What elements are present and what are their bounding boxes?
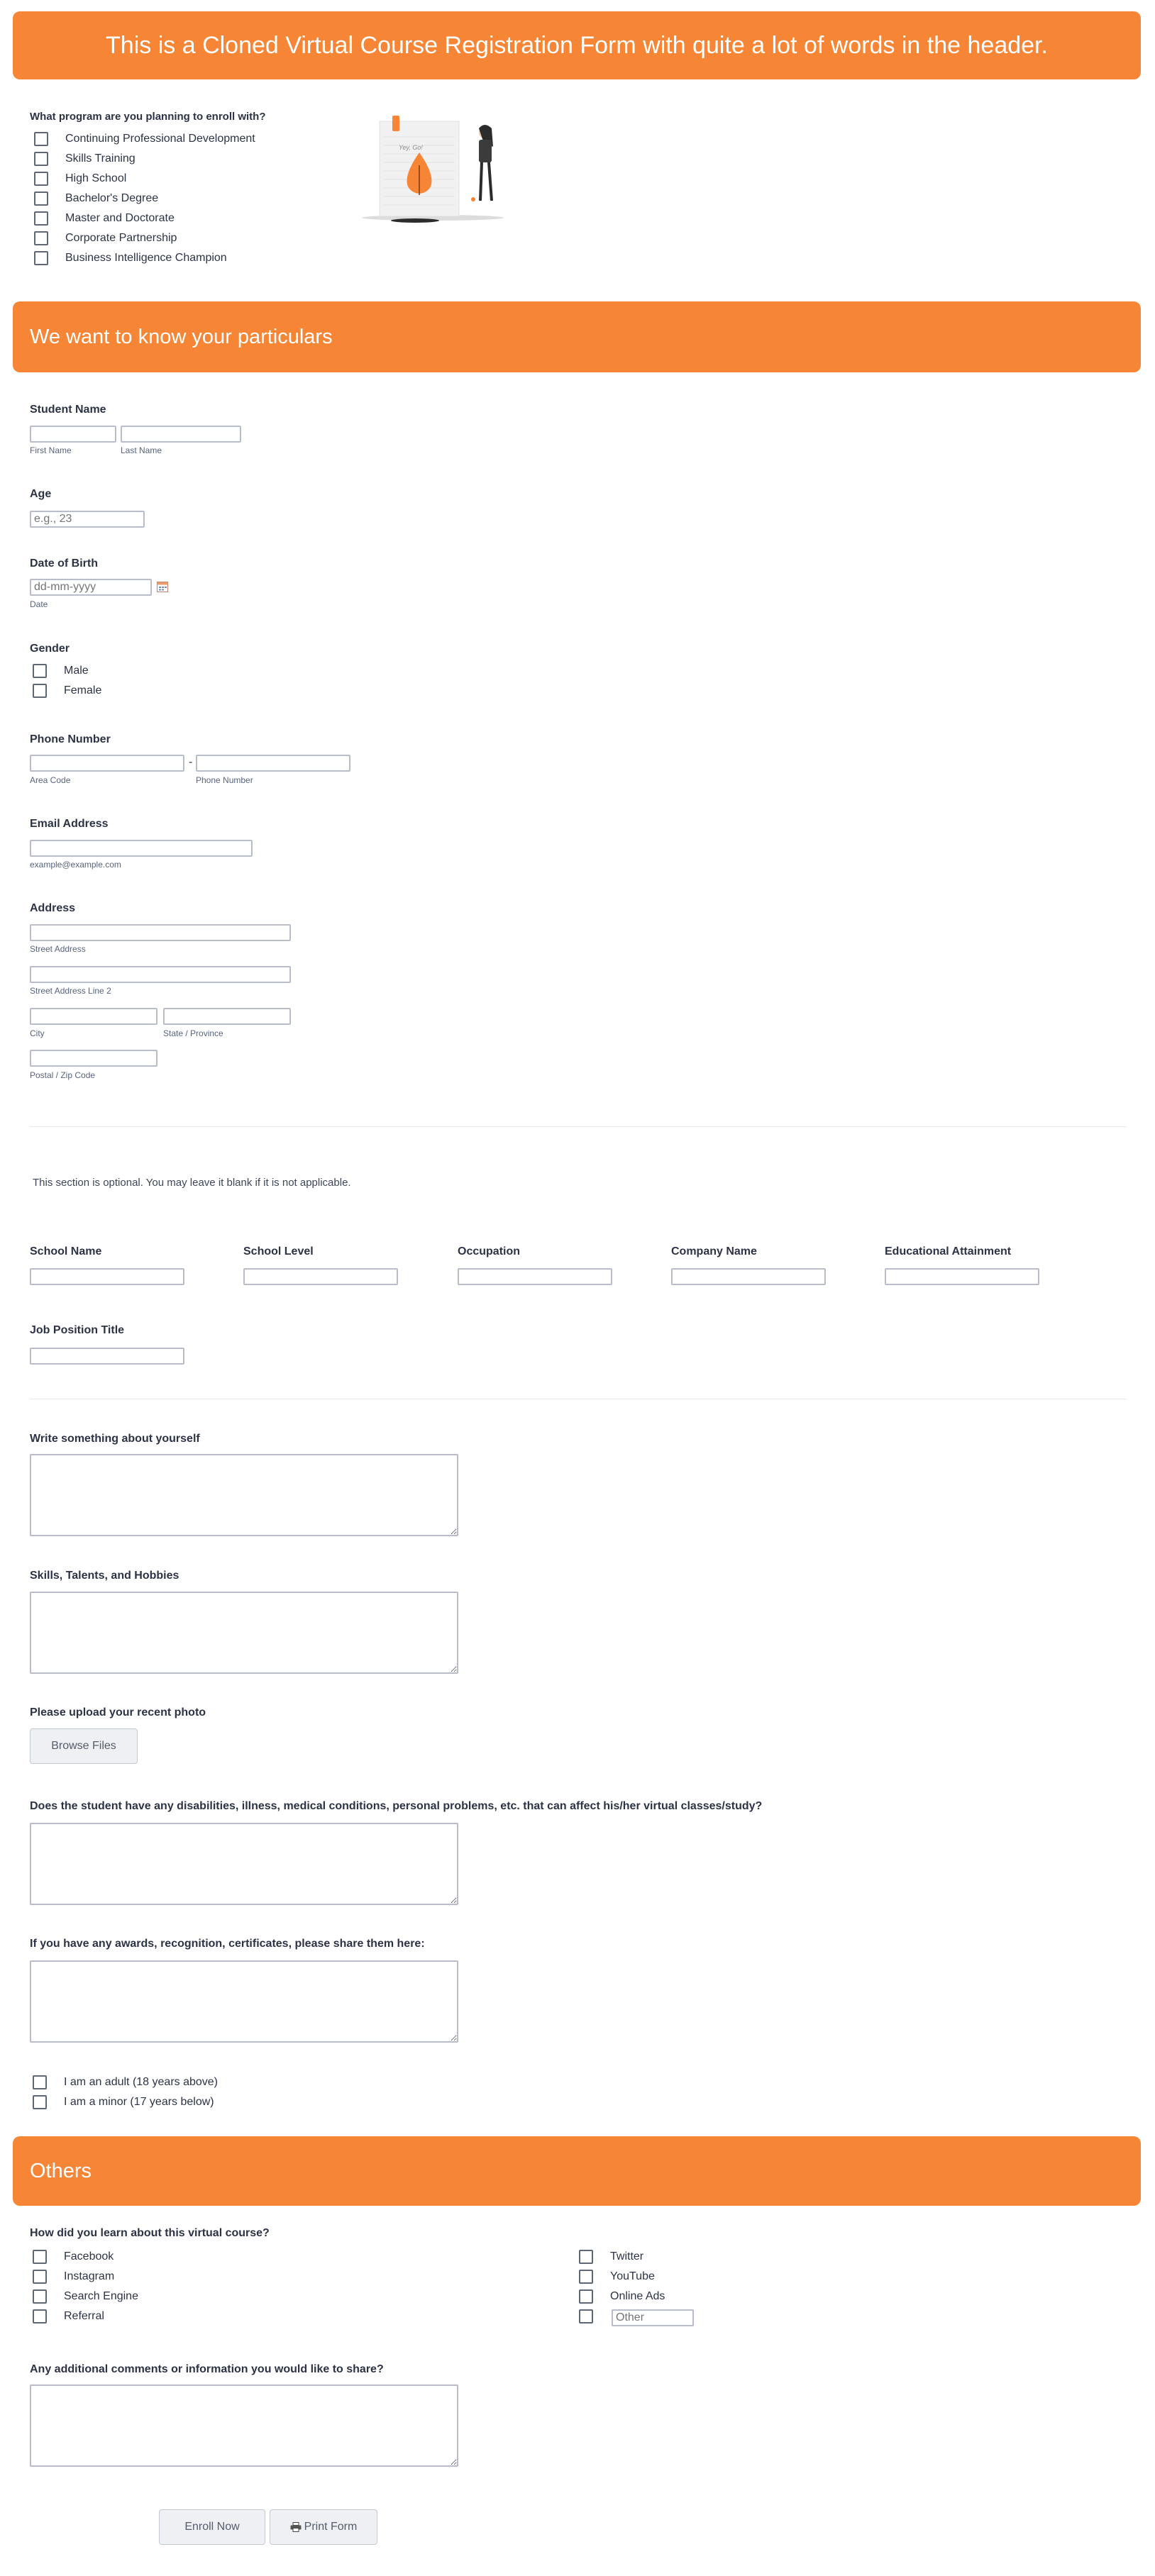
comments-label: Any additional comments or information you would like to share?: [30, 2363, 384, 2375]
dob-input[interactable]: [30, 579, 152, 596]
school-level-label: School Level: [243, 1245, 314, 1258]
calendar-icon[interactable]: [156, 580, 169, 593]
postal-code-sublabel: Postal / Zip Code: [30, 1070, 96, 1080]
checkbox[interactable]: [579, 2309, 593, 2324]
form-header-banner: [13, 11, 1141, 79]
email-sublabel: example@example.com: [30, 860, 121, 870]
age-label: Age: [30, 488, 52, 500]
source-option-other[interactable]: [579, 2309, 610, 2324]
source-option-referral[interactable]: Referral: [33, 2309, 104, 2324]
company-name-label: Company Name: [671, 1245, 757, 1258]
address-label: Address: [30, 902, 76, 914]
checkbox[interactable]: [34, 172, 48, 186]
particulars-title: We want to know your particulars: [30, 326, 333, 348]
gender-option-male[interactable]: Male: [33, 664, 89, 678]
job-title-label: Job Position Title: [30, 1324, 125, 1336]
checkbox[interactable]: [34, 132, 48, 146]
browse-files-button[interactable]: Browse Files: [30, 1728, 138, 1764]
disabilities-textarea[interactable]: [30, 1823, 458, 1905]
enrollment-illustration: [358, 116, 511, 228]
email-input[interactable]: [30, 840, 253, 857]
source-option-twitter[interactable]: Twitter: [579, 2250, 643, 2264]
postal-code-input[interactable]: [30, 1050, 158, 1067]
street-address-2-sublabel: Street Address Line 2: [30, 986, 111, 996]
checkbox[interactable]: [34, 152, 48, 166]
checkbox[interactable]: [33, 684, 47, 698]
checkbox[interactable]: [579, 2250, 593, 2264]
checkbox[interactable]: [579, 2289, 593, 2304]
occupation-input[interactable]: [458, 1268, 612, 1285]
dob-sublabel: Date: [30, 599, 48, 609]
divider: [30, 1126, 1127, 1127]
student-name-label: Student Name: [30, 404, 106, 416]
job-title-input[interactable]: [30, 1348, 184, 1365]
others-banner: [13, 2136, 1141, 2206]
checkbox[interactable]: [33, 2270, 47, 2284]
last-name-sublabel: Last Name: [121, 445, 162, 455]
phone-number-sublabel: Phone Number: [196, 775, 253, 785]
area-code-sublabel: Area Code: [30, 775, 71, 785]
checkbox[interactable]: [33, 2289, 47, 2304]
street-address-input[interactable]: [30, 924, 291, 941]
age-option-minor[interactable]: I am a minor (17 years below): [33, 2095, 214, 2109]
occupation-label: Occupation: [458, 1245, 521, 1258]
illustration-caption: Yey, Go!: [399, 144, 423, 151]
program-option-highschool[interactable]: High School: [13, 172, 126, 186]
email-label: Email Address: [30, 818, 109, 830]
enroll-now-button[interactable]: Enroll Now: [159, 2509, 265, 2545]
gender-option-female[interactable]: Female: [33, 684, 101, 698]
program-option-master[interactable]: Master and Doctorate: [13, 211, 175, 226]
street-address-sublabel: Street Address: [30, 944, 86, 954]
company-name-input[interactable]: [671, 1268, 826, 1285]
about-yourself-label: Write something about yourself: [30, 1433, 200, 1445]
comments-textarea[interactable]: [30, 2385, 458, 2467]
how-learned-label: How did you learn about this virtual course?: [30, 2227, 270, 2239]
last-name-input[interactable]: [121, 426, 241, 443]
city-input[interactable]: [30, 1008, 158, 1025]
city-sublabel: City: [30, 1028, 45, 1038]
school-name-input[interactable]: [30, 1268, 184, 1285]
checkbox[interactable]: [33, 2095, 47, 2109]
disabilities-label: Does the student have any disabilities, illness, medical conditions, personal problems, etc. that can affect his/her virtual classes/study?: [30, 1800, 763, 1812]
about-yourself-textarea[interactable]: [30, 1454, 458, 1536]
program-question: What program are you planning to enroll with?: [30, 111, 266, 123]
age-input[interactable]: [30, 511, 145, 528]
state-sublabel: State / Province: [163, 1028, 223, 1038]
skills-textarea[interactable]: [30, 1592, 458, 1674]
school-level-input[interactable]: [243, 1268, 398, 1285]
checkbox[interactable]: [34, 191, 48, 206]
awards-textarea[interactable]: [30, 1960, 458, 2043]
checkbox[interactable]: [579, 2270, 593, 2284]
first-name-input[interactable]: [30, 426, 116, 443]
first-name-sublabel: First Name: [30, 445, 72, 455]
phone-label: Phone Number: [30, 733, 111, 745]
checkbox[interactable]: [34, 211, 48, 226]
source-option-instagram[interactable]: Instagram: [33, 2270, 114, 2284]
educational-attainment-label: Educational Attainment: [885, 1245, 1012, 1258]
state-input[interactable]: [163, 1008, 291, 1025]
others-title: Others: [30, 2160, 92, 2182]
dob-label: Date of Birth: [30, 557, 98, 570]
school-name-label: School Name: [30, 1245, 102, 1258]
program-option-bi[interactable]: Business Intelligence Champion: [13, 251, 227, 265]
other-source-input[interactable]: [612, 2309, 694, 2326]
educational-attainment-input[interactable]: [885, 1268, 1039, 1285]
checkbox[interactable]: [34, 231, 48, 245]
checkbox[interactable]: [34, 251, 48, 265]
program-option-corporate[interactable]: Corporate Partnership: [13, 231, 177, 245]
street-address-2-input[interactable]: [30, 966, 291, 983]
source-option-facebook[interactable]: Facebook: [33, 2250, 114, 2264]
source-option-online-ads[interactable]: Online Ads: [579, 2289, 665, 2304]
source-option-youtube[interactable]: YouTube: [579, 2270, 655, 2284]
phone-number-input[interactable]: [196, 755, 350, 772]
form-title: This is a Cloned Virtual Course Registration Form with quite a lot of words in the header.: [106, 32, 1048, 59]
checkbox[interactable]: [33, 664, 47, 678]
awards-label: If you have any awards, recognition, certificates, please share them here:: [30, 1938, 425, 1950]
program-option-bachelor[interactable]: Bachelor's Degree: [13, 191, 158, 206]
print-form-button[interactable]: Print Form: [270, 2509, 377, 2545]
gender-label: Gender: [30, 643, 70, 655]
particulars-banner: [13, 301, 1141, 372]
program-option-cpd[interactable]: Continuing Professional Development: [13, 132, 255, 146]
skills-label: Skills, Talents, and Hobbies: [30, 1570, 179, 1582]
area-code-input[interactable]: [30, 755, 184, 772]
checkbox[interactable]: [33, 2075, 47, 2089]
checkbox[interactable]: [33, 2250, 47, 2264]
photo-upload-label: Please upload your recent photo: [30, 1706, 206, 1719]
program-option-skills[interactable]: Skills Training: [13, 152, 136, 166]
checkbox[interactable]: [33, 2309, 47, 2324]
phone-dash: -: [189, 756, 193, 768]
source-option-search-engine[interactable]: Search Engine: [33, 2289, 138, 2304]
age-option-adult[interactable]: I am an adult (18 years above): [33, 2075, 218, 2089]
optional-note: This section is optional. You may leave it blank if it is not applicable.: [33, 1177, 351, 1189]
printer-icon: [290, 2522, 302, 2532]
